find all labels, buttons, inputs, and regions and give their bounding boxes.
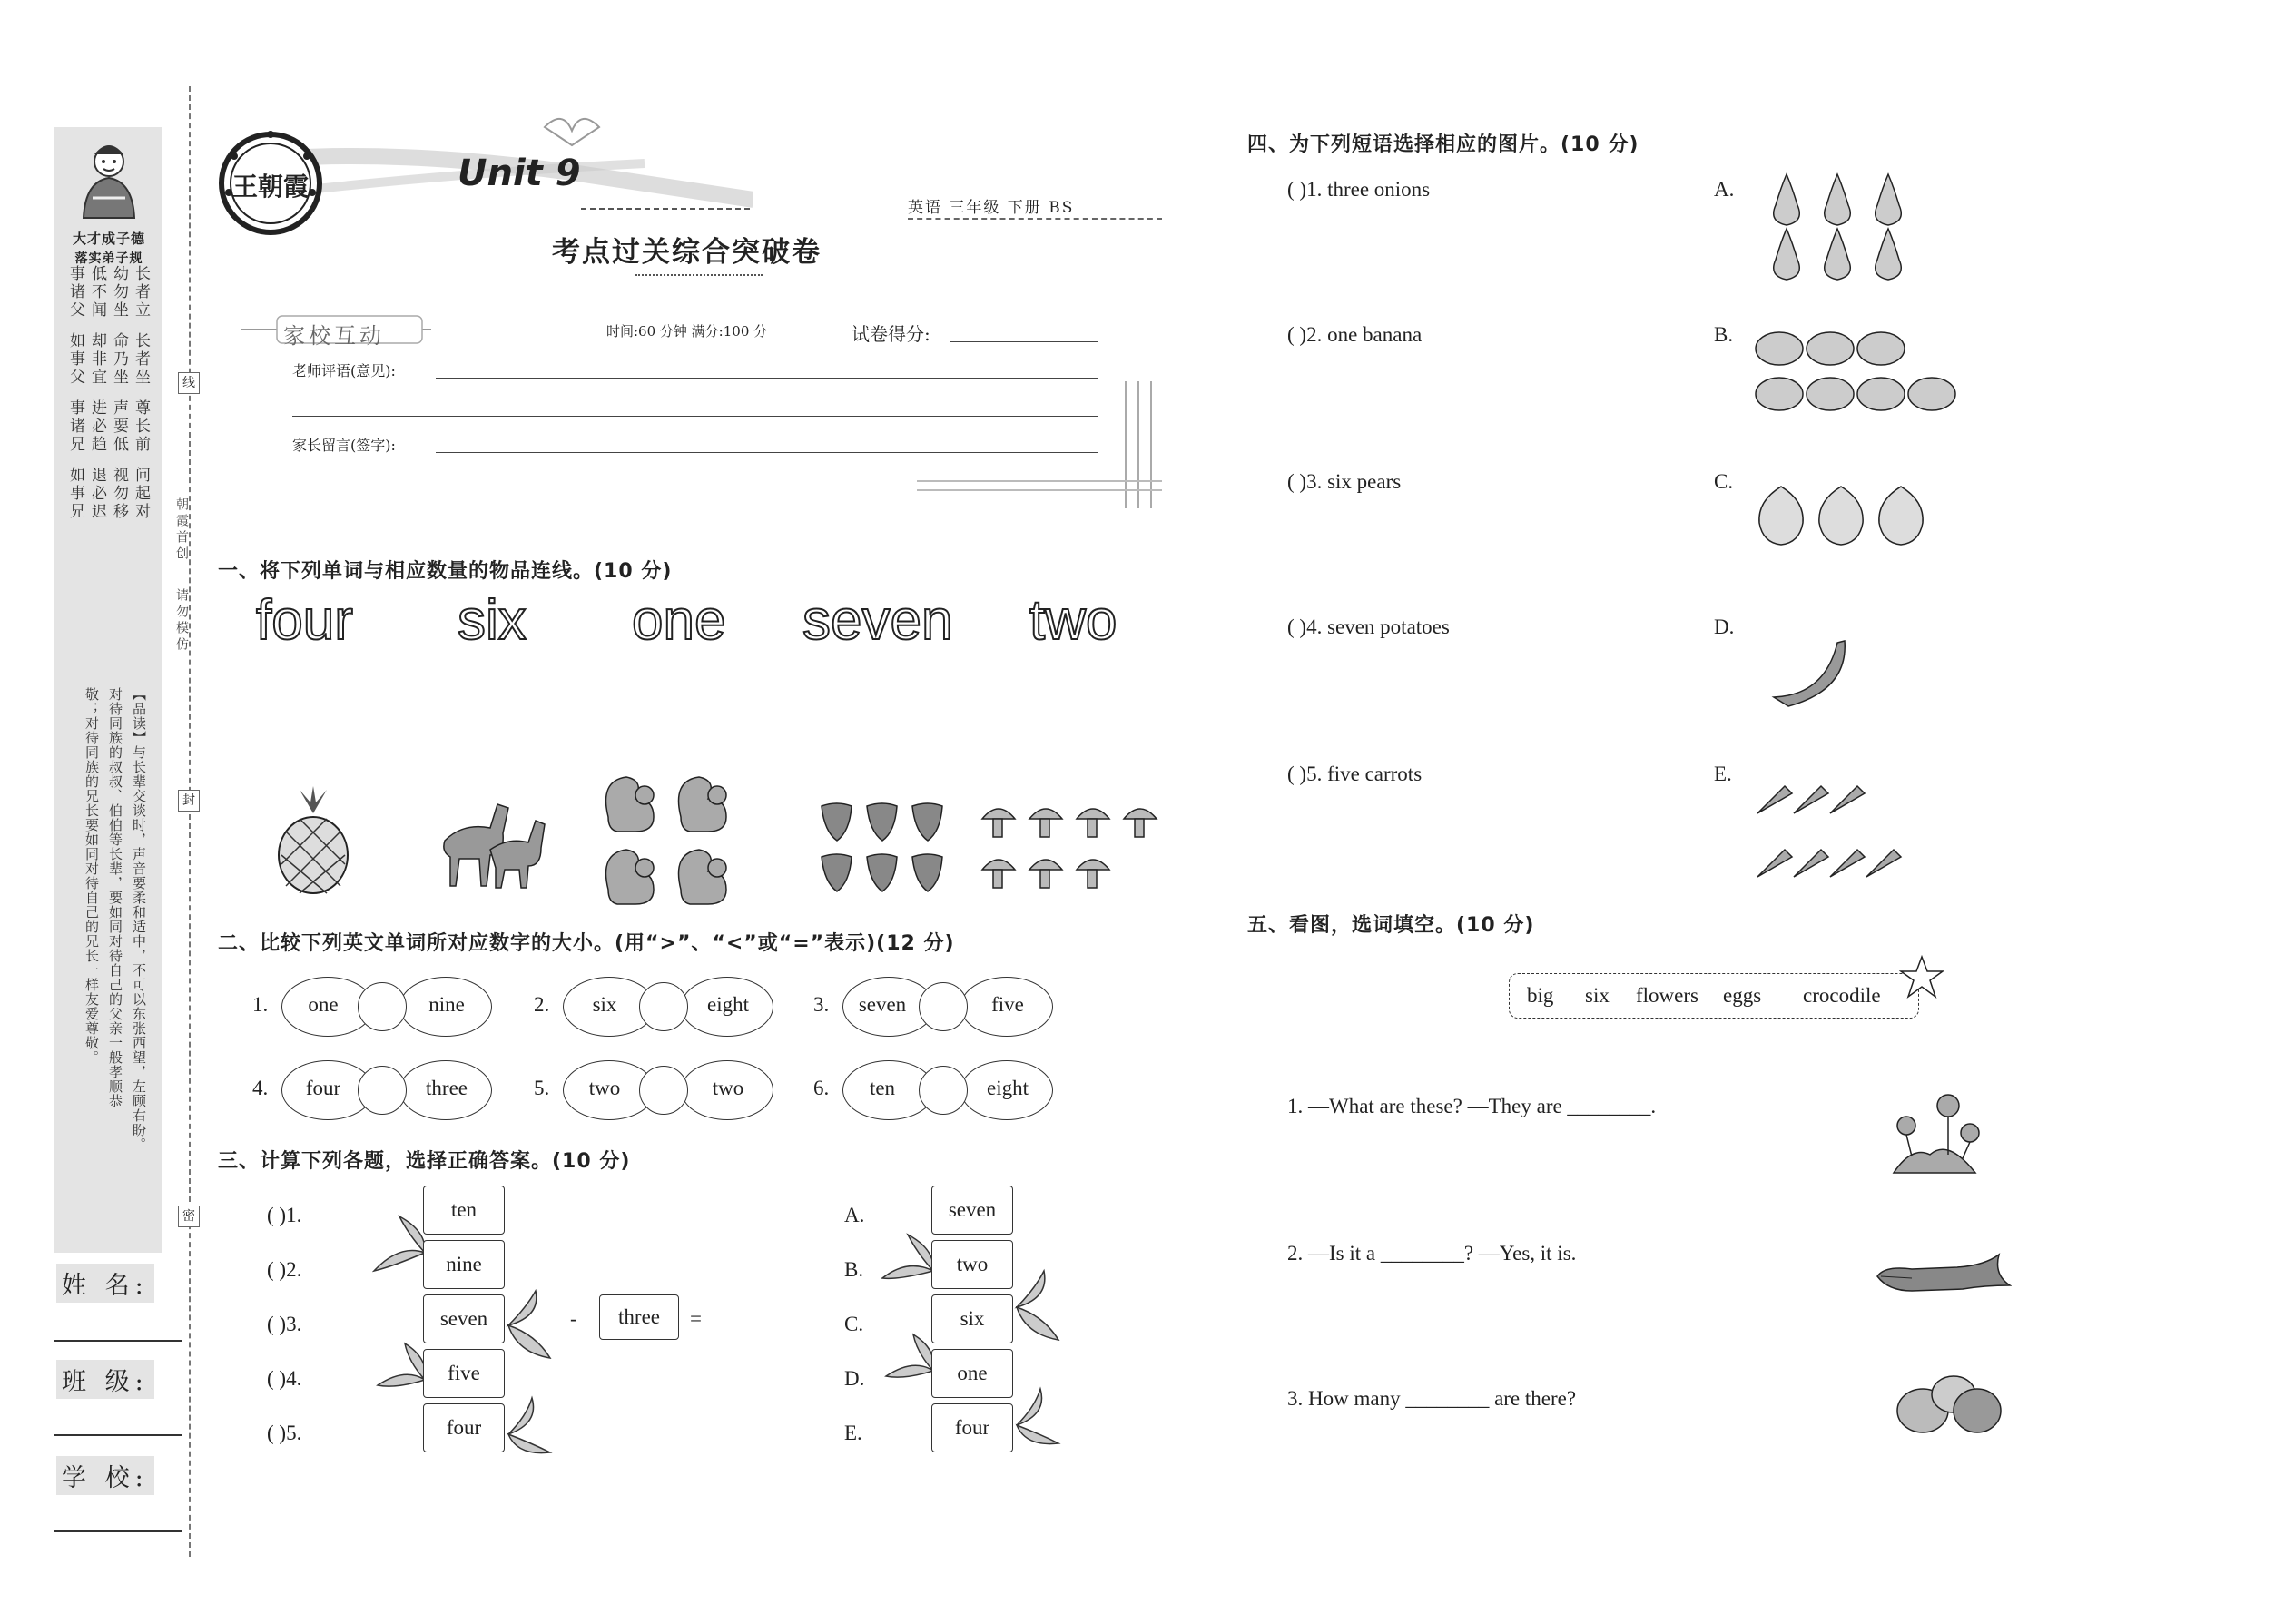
option-word: one (931, 1349, 1013, 1398)
option-letter: B. (844, 1258, 864, 1281)
teacher-comment-label: 老师评语(意见): (292, 362, 396, 379)
fill-question[interactable]: 1. —What are these? —They are ________. (1287, 1095, 1657, 1117)
rules-col: 如事父 (66, 332, 84, 387)
calc-question[interactable]: ( )5. (267, 1422, 302, 1444)
pair-number: 6. (813, 1077, 830, 1099)
minus-sign: - (570, 1307, 577, 1330)
right-word: nine (428, 993, 465, 1016)
bank-word: six (1585, 984, 1610, 1007)
right-word: eight (707, 993, 749, 1016)
cut-text: 朝霞首创 (174, 497, 189, 563)
cut-line (189, 86, 191, 1557)
option-word: four (931, 1403, 1013, 1452)
horses-icon[interactable] (427, 786, 563, 895)
rules-col: 长者坐 (132, 332, 150, 387)
answer-circle[interactable] (639, 982, 688, 1031)
form-corner-decoration (917, 372, 1162, 517)
strawberries-icon[interactable] (817, 795, 953, 899)
number-word[interactable]: four (256, 589, 353, 652)
brand-logo-text: 王朝霞 (231, 172, 309, 202)
section5-heading: 五、看图，选词填空。(10 分) (1247, 914, 1535, 937)
answer-circle[interactable] (358, 982, 407, 1031)
cut-mark: 封 (178, 790, 200, 812)
answer-circle[interactable] (919, 982, 968, 1031)
crocodile-icon (1876, 1249, 2012, 1304)
onions-icon (1754, 483, 1935, 548)
pair-number: 1. (252, 993, 269, 1016)
answer-circle[interactable] (919, 1066, 968, 1115)
rules-text-box (62, 256, 154, 655)
cut-text: 请勿模仿 (174, 588, 189, 654)
reading-col: 对待同族的叔叔、伯伯等长辈，要如同对待自己的父亲一般孝顺恭 (107, 687, 123, 1108)
option-word: six (931, 1294, 1013, 1343)
phrase-question[interactable]: ( )1. three onions (1287, 178, 1431, 201)
potatoes-icon (1754, 329, 1963, 416)
bank-word: flowers (1636, 984, 1698, 1007)
left-word: four (305, 1077, 341, 1099)
bank-word: big (1527, 984, 1554, 1007)
motto-line-1: 大才成子德 (72, 231, 145, 247)
motto-line-2: 落实弟子规 (74, 251, 143, 266)
option-letter: B. (1714, 323, 1734, 346)
option-letter: A. (1714, 178, 1735, 201)
reading-text-box (62, 674, 154, 1237)
calc-question[interactable]: ( )3. (267, 1313, 302, 1335)
pair-number: 2. (534, 993, 550, 1016)
cut-mark: 密 (178, 1206, 200, 1227)
rules-col: 视勿移 (110, 467, 128, 521)
rules-col: 长者立 (132, 265, 150, 320)
left-word: one (308, 993, 339, 1016)
pineapple-icon[interactable] (272, 786, 354, 895)
option-word: two (931, 1240, 1013, 1289)
pair-number: 3. (813, 993, 830, 1016)
option-letter: A. (844, 1204, 865, 1226)
bamboo-word: five (423, 1349, 505, 1398)
bamboo-word: nine (423, 1240, 505, 1289)
rules-col: 声要低 (110, 399, 128, 454)
left-word: seven (858, 993, 907, 1016)
paper-title: 考点过关综合突破卷 (552, 236, 822, 269)
squirrels-icon[interactable] (599, 763, 744, 908)
name-field[interactable] (54, 1340, 182, 1342)
calc-question[interactable]: ( )1. (267, 1204, 302, 1226)
section2-heading: 二、比较下列英文单词所对应数字的大小。(用“>”、“<”或“=”表示)(12 分) (218, 932, 955, 955)
calc-question[interactable]: ( )2. (267, 1258, 302, 1281)
grade-info: 英语 三年级 下册 BS (908, 199, 1075, 217)
left-word: six (592, 993, 617, 1016)
bank-word: crocodile (1803, 984, 1881, 1007)
mushrooms-icon[interactable] (980, 799, 1171, 899)
rules-col: 幼勿坐 (110, 265, 128, 320)
score-label: 试卷得分: (852, 323, 930, 345)
bank-word: eggs (1723, 984, 1762, 1007)
rules-col: 如事兄 (66, 467, 84, 521)
home-school-label: 家校互动 (283, 323, 385, 349)
class-label: 班 级: (56, 1360, 154, 1399)
reading-col: 敬；对待同族的兄长要如同对待自己的兄长一样友爱尊敬。 (84, 687, 100, 1065)
rules-col: 尊长前 (132, 399, 150, 454)
parent-comment-label: 家长留言(签字): (292, 437, 396, 454)
calc-question[interactable]: ( )4. (267, 1367, 302, 1390)
phrase-question[interactable]: ( )4. seven potatoes (1287, 615, 1450, 638)
section4-heading: 四、为下列短语选择相应的图片。(10 分) (1247, 133, 1639, 156)
star-icon (1899, 955, 1944, 1000)
flowers-icon (1885, 1091, 1990, 1176)
fill-question[interactable]: 3. How many ________ are there? (1287, 1387, 1577, 1410)
subtrahend-box: three (599, 1294, 679, 1340)
cut-mark: 线 (178, 372, 200, 394)
right-word: three (426, 1077, 468, 1099)
number-word[interactable]: one (632, 589, 726, 652)
fill-question[interactable]: 2. —Is it a ________? —Yes, it is. (1287, 1242, 1577, 1265)
bamboo-word: ten (423, 1186, 505, 1235)
answer-circle[interactable] (639, 1066, 688, 1115)
rules-col: 却非宜 (88, 332, 106, 387)
phrase-question[interactable]: ( )3. six pears (1287, 470, 1402, 493)
score-field[interactable] (950, 341, 1098, 342)
rules-col: 事诸父 (66, 265, 84, 320)
class-field[interactable] (54, 1434, 182, 1436)
rules-col: 问起对 (132, 467, 150, 521)
bamboo-word: seven (423, 1294, 505, 1343)
left-word: two (588, 1077, 621, 1099)
right-word: two (712, 1077, 744, 1099)
name-label: 姓 名: (56, 1264, 154, 1303)
number-word[interactable]: seven (802, 589, 953, 652)
time-info: 时间:60 分钟 满分:100 分 (606, 323, 768, 340)
option-letter: D. (844, 1367, 865, 1390)
option-letter: C. (1714, 470, 1734, 493)
right-word: eight (987, 1077, 1029, 1099)
pair-number: 4. (252, 1077, 269, 1099)
equals-sign: = (690, 1307, 702, 1330)
left-word: ten (869, 1077, 896, 1099)
section1-heading: 一、将下列单词与相应数量的物品连线。(10 分) (218, 560, 673, 583)
number-word[interactable]: six (458, 589, 527, 652)
rules-col: 进必趋 (88, 399, 106, 454)
section3-heading: 三、计算下列各题，选择正确答案。(10 分) (218, 1150, 631, 1173)
bamboo-word: four (423, 1403, 505, 1452)
grade-underline (908, 218, 1162, 220)
carrots-icon (1748, 768, 1912, 886)
rules-col: 低不闻 (88, 265, 106, 320)
option-letter: E. (844, 1422, 862, 1444)
pair-number: 5. (534, 1077, 550, 1099)
option-word: seven (931, 1186, 1013, 1235)
school-label: 学 校: (56, 1456, 154, 1495)
rules-col: 退必迟 (88, 467, 106, 521)
answer-circle[interactable] (358, 1066, 407, 1115)
option-letter: E. (1714, 763, 1732, 785)
number-word[interactable]: two (1029, 589, 1117, 652)
mascot-icon (65, 134, 153, 225)
rules-col: 命乃坐 (110, 332, 128, 387)
option-letter: C. (844, 1313, 864, 1335)
phrase-question[interactable]: ( )2. one banana (1287, 323, 1423, 346)
unit-title: Unit 9 (458, 153, 581, 194)
banana-icon (1770, 635, 1852, 708)
title-underline (635, 274, 763, 276)
phrase-question[interactable]: ( )5. five carrots (1287, 763, 1423, 785)
right-word: five (991, 993, 1024, 1016)
school-field[interactable] (54, 1530, 182, 1532)
option-letter: D. (1714, 615, 1735, 638)
pears-icon (1761, 169, 1915, 287)
rules-col: 事诸兄 (66, 399, 84, 454)
eggs-icon (1894, 1373, 2004, 1440)
reading-col: 【品读】与长辈交谈时，声音要柔和适中，不可以东张西望，左顾右盼。 (131, 687, 147, 1152)
